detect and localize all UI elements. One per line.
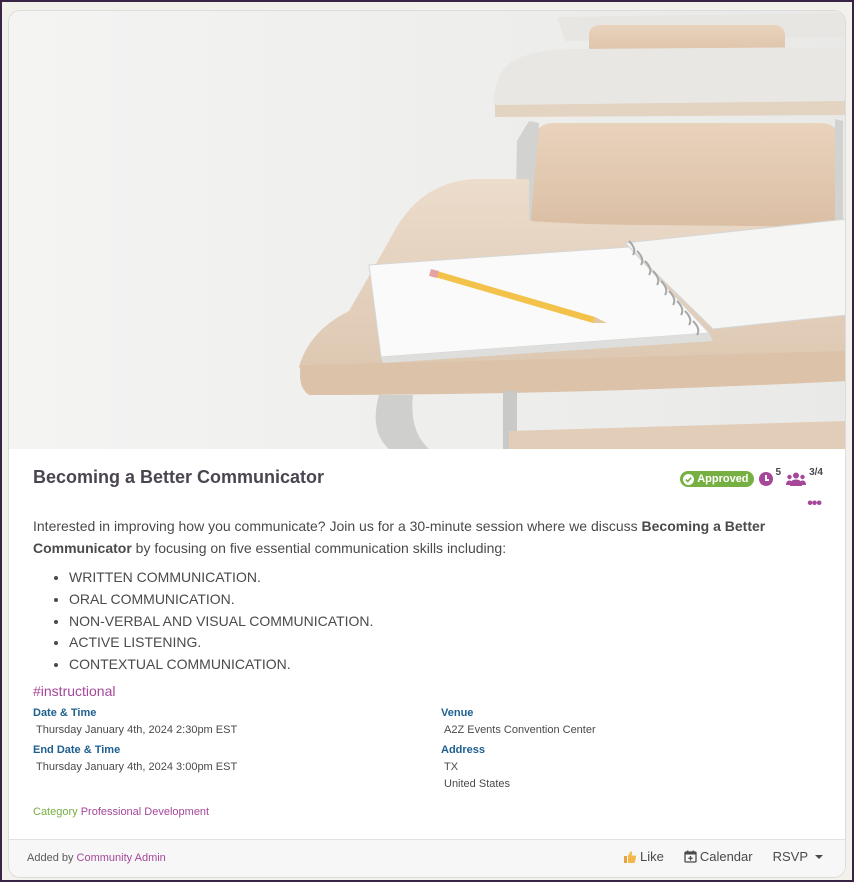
event-description: [33, 515, 823, 559]
like-button[interactable]: [623, 849, 664, 864]
event-title: Becoming a Better Communicator: [33, 467, 325, 487]
hashtag-link[interactable]: #instructional: [33, 683, 116, 699]
date-time-value: Thursday January 4th, 2024 2:30pm EST: [36, 724, 238, 736]
list-item: • CONTEXTUAL COMMUNICATION.: [69, 654, 373, 676]
more-icon[interactable]: •••: [807, 495, 821, 512]
caret-down-icon: [815, 855, 823, 859]
description-text: Interested in improving how you communicate? Join us for a 30-minute session where we discuss: [33, 518, 642, 534]
clock-count: 5: [775, 467, 782, 478]
check-circle-icon: [683, 474, 694, 485]
description-text-end: by focusing on five essential communication skills including:: [131, 540, 507, 556]
description-bold: Becoming a Better Communicator: [33, 518, 766, 556]
address-line-1: TX: [444, 761, 459, 773]
calendar-plus-icon: [684, 850, 697, 863]
venue-value: A2Z Events Convention Center: [444, 724, 596, 736]
category-link[interactable]: Professional Development: [80, 806, 210, 818]
end-date-time-label: End Date & Time: [33, 744, 121, 756]
list-item: • WRITTEN COMMUNICATION.: [69, 567, 373, 589]
category: [33, 806, 209, 818]
approved-label: Approved: [697, 473, 749, 485]
users-icon: [786, 472, 806, 486]
footer-actions: [623, 849, 823, 864]
list-item: • ACTIVE LISTENING.: [69, 632, 373, 654]
address-label: Address: [441, 744, 486, 756]
card-footer: [9, 839, 846, 878]
rsvp-dropdown[interactable]: [773, 849, 823, 864]
clock-icon: [759, 472, 773, 486]
attendee-count: 3/4: [809, 467, 823, 478]
calendar-label: Calendar: [699, 849, 753, 864]
venue-label: Venue: [441, 707, 474, 719]
like-label: Like: [639, 849, 664, 864]
list-item: • NON-VERBAL AND VISUAL COMMUNICATION.: [69, 611, 373, 633]
event-status-area: [680, 467, 823, 489]
author-link[interactable]: Community Admin: [76, 852, 166, 864]
event-image: [9, 11, 846, 449]
category-label: Category: [33, 806, 78, 818]
added-by-label: Added by: [27, 852, 74, 864]
approved-badge: [680, 471, 753, 487]
list-item: • ORAL COMMUNICATION.: [69, 589, 373, 611]
event-card: [8, 10, 846, 878]
calendar-button[interactable]: [684, 849, 753, 864]
added-by: [27, 852, 166, 864]
rsvp-label: RSVP: [772, 849, 808, 864]
end-date-time-value: Thursday January 4th, 2024 3:00pm EST: [36, 761, 238, 773]
address-line-2: United States: [444, 778, 511, 790]
skills-list: [69, 567, 373, 676]
date-time-label: Date & Time: [33, 707, 97, 719]
thumbs-up-icon: [623, 850, 637, 864]
